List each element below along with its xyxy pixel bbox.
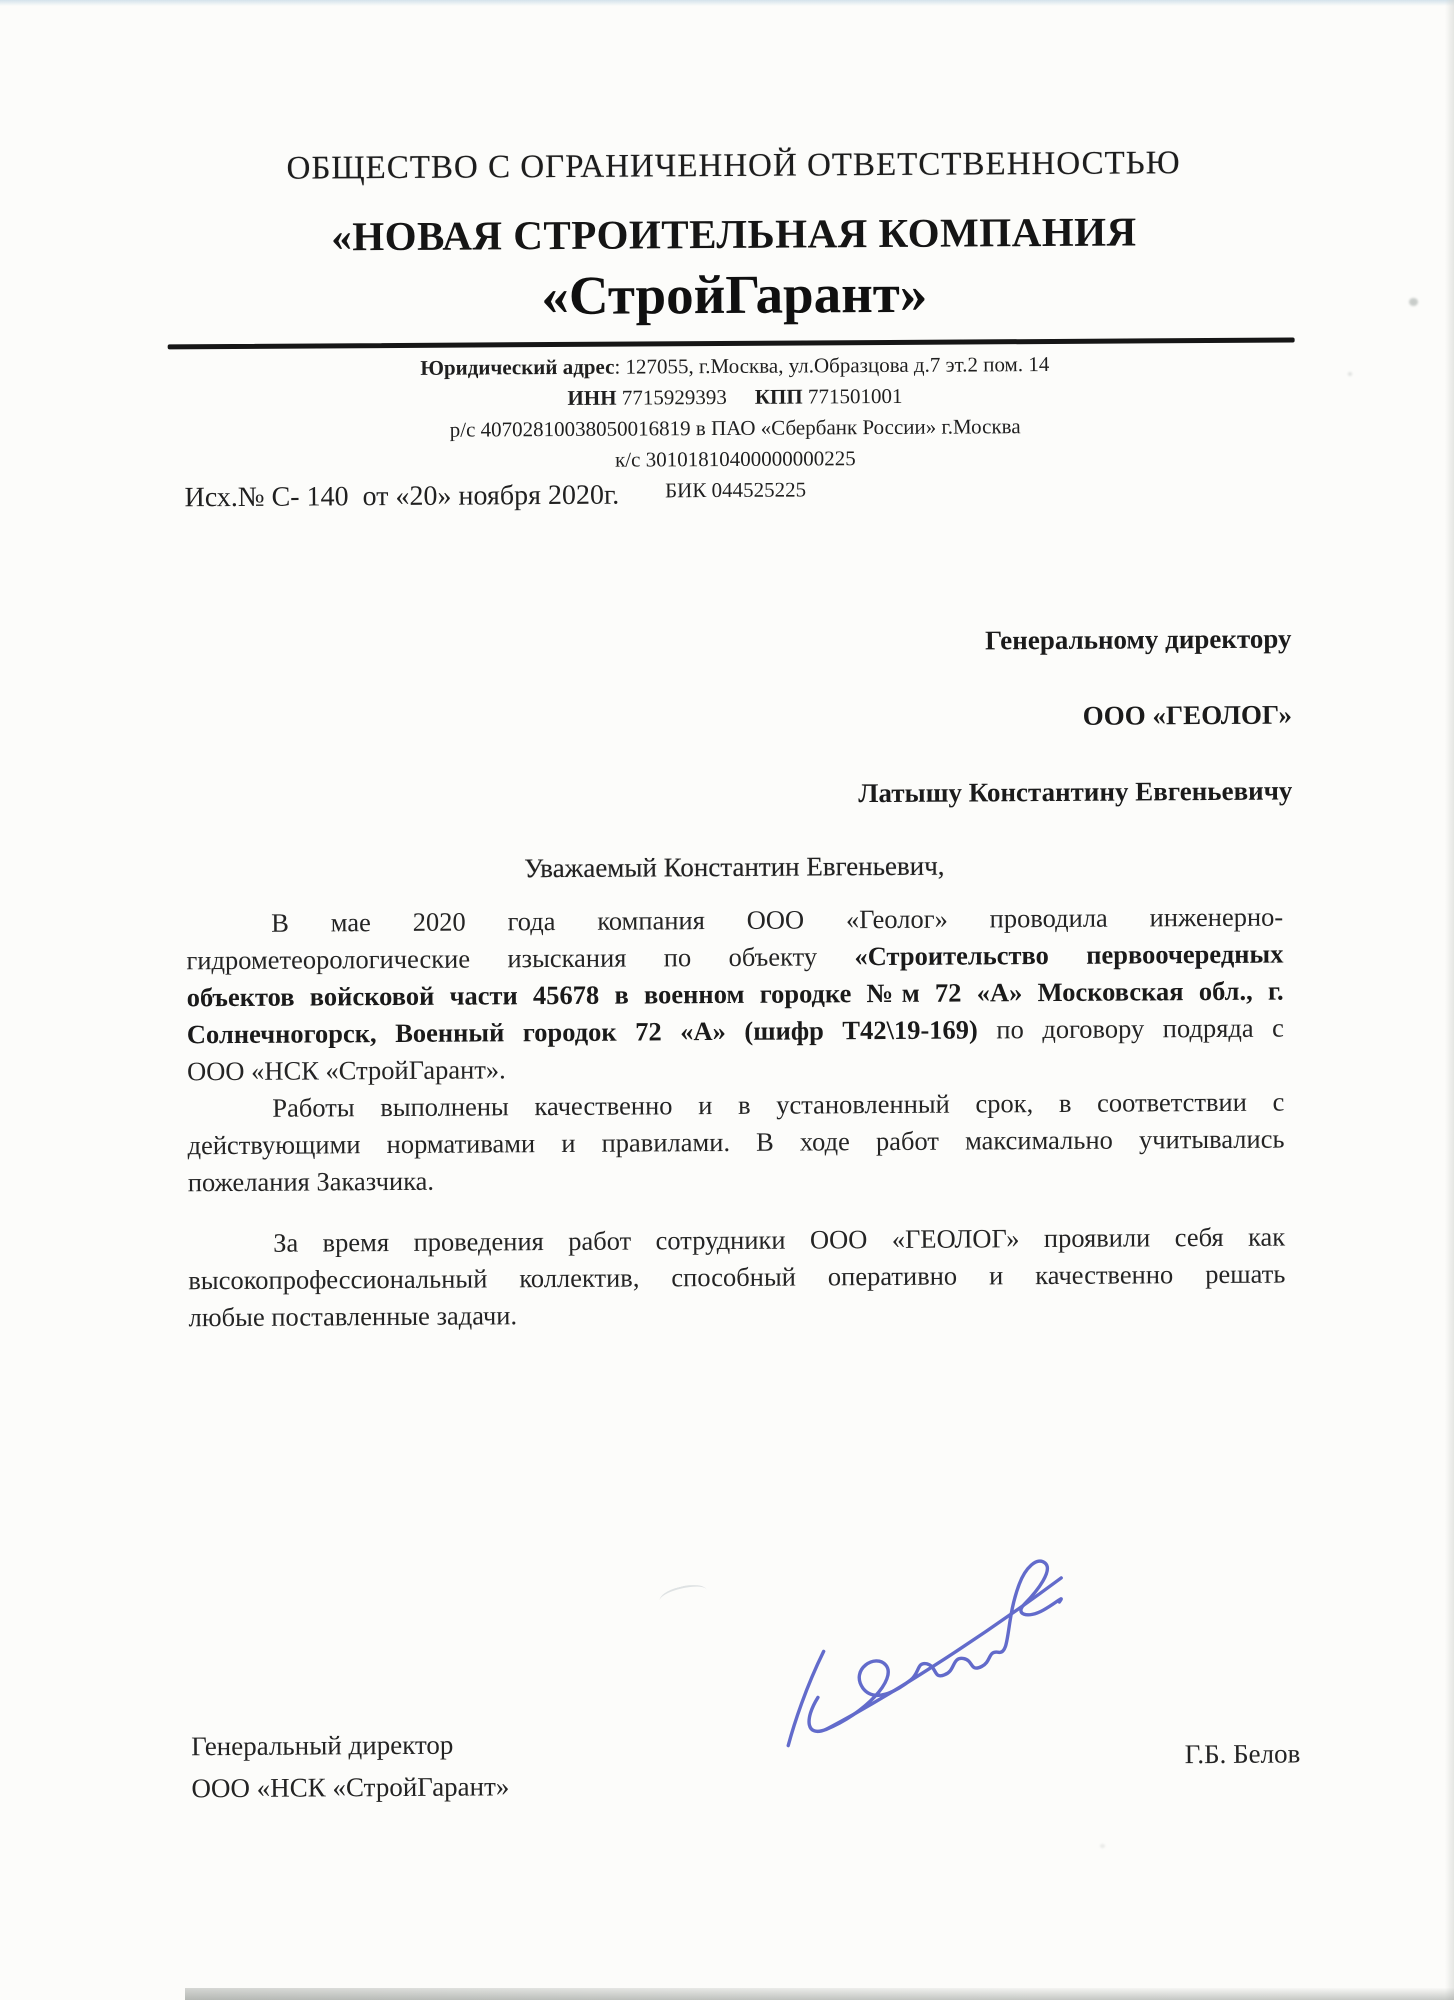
bik-line: БИК 044525225 [664, 477, 807, 503]
text-segment: по договору подряда с [977, 1012, 1284, 1045]
letter-paragraph [187, 1084, 1285, 1202]
text-segment: гидрометеорологические изыскания по объекту [186, 941, 855, 976]
letter-line [188, 1158, 1285, 1202]
outgoing-ref-line: Исх.№ С- 140 от «20» ноября 2020г. [184, 479, 620, 514]
bold-text-segment: «Строительство первоочередных [854, 938, 1284, 972]
text-segment: За время проведения работ сотрудники ООО «ГЕОЛОГ» проявили себя как [273, 1221, 1286, 1258]
signatory-title-block [191, 1723, 509, 1809]
letter-line [188, 1256, 1285, 1300]
addressee-company: ООО «ГЕОЛОГ» [1082, 699, 1293, 731]
letter-paragraph [188, 1219, 1286, 1337]
legal-address-value: : 127055, г.Москва, ул.Образцова д.7 эт.2 пом. 14 [614, 351, 1050, 379]
signatory-company-line: ООО «НСК «СтройГарант» [191, 1771, 510, 1804]
letter-body [186, 899, 1286, 1337]
bold-text-segment: Солнечногорск, Военный городок 72 «А» (шифр Т42\19-169) [186, 1014, 978, 1050]
kpp-label: КПП [754, 384, 803, 409]
scan-artifact-bottom-band [185, 1988, 1454, 2000]
text-segment: действующими нормативами и правилами. В ходе работ максимально учитывались [187, 1123, 1285, 1161]
inn-label: ИНН [567, 385, 617, 410]
scan-artifact-speck [1348, 372, 1352, 376]
text-segment: ООО «НСК «СтройГарант». [186, 1054, 506, 1087]
letter-line [188, 1293, 1285, 1337]
handwritten-signature [765, 1526, 1086, 1756]
scan-artifact-pencil-mark [658, 1581, 709, 1610]
salutation: Уважаемый Константин Евгеньевич, [524, 850, 945, 884]
company-brand-heading: «СтройГарант» [541, 262, 928, 327]
signatory-position-line: Генеральный директор [191, 1729, 454, 1762]
inn-value: 7715929393 [621, 384, 727, 410]
scan-artifact-speck [1409, 298, 1418, 306]
corr-account-line: к/с 30101810400000000225 [614, 446, 856, 472]
kpp-value: 771501001 [807, 383, 903, 409]
company-name-heading: «НОВАЯ СТРОИТЕЛЬНАЯ КОМПАНИЯ [331, 208, 1137, 260]
letter-paragraph [186, 899, 1284, 1091]
text-segment: пожелания Заказчика. [187, 1165, 435, 1198]
letter-line [187, 1010, 1284, 1054]
settlement-account-line: р/с 40702810038050016819 в ПАО «Сбербанк России» г.Москва [449, 414, 1021, 442]
legal-address-label: Юридический адрес [420, 354, 615, 380]
org-type-heading: ОБЩЕСТВО С ОГРАНИЧЕННОЙ ОТВЕТСТВЕННОСТЬЮ [286, 145, 1181, 187]
scan-artifact-top-edge [0, 0, 1454, 6]
bold-text-segment: объектов войсковой части 45678 в военном городке №м 72 «А» Московская обл., г. [186, 975, 1284, 1013]
letter-line [187, 1121, 1284, 1165]
text-segment: В мае 2020 года компания ООО «Геолог» проводила инженерно- [271, 901, 1284, 938]
addressee-position: Генеральному директору [985, 623, 1292, 656]
signatory-name: Г.Б. Белов [1184, 1738, 1301, 1770]
text-segment: высокопрофессиональный коллектив, способный оперативно и качественно решать [188, 1258, 1286, 1296]
scan-artifact-right-edge [1445, 0, 1454, 2000]
scan-artifact-speck [1100, 1844, 1105, 1848]
addressee-block [691, 622, 1292, 812]
addressee-person: Латышу Константину Евгеньевичу [858, 775, 1293, 809]
text-segment: любые поставленные задачи. [188, 1300, 518, 1333]
signature-stroke-main [808, 1561, 1062, 1732]
text-segment: Работы выполнены качественно и в установленный срок, в соответствии с [272, 1086, 1285, 1123]
